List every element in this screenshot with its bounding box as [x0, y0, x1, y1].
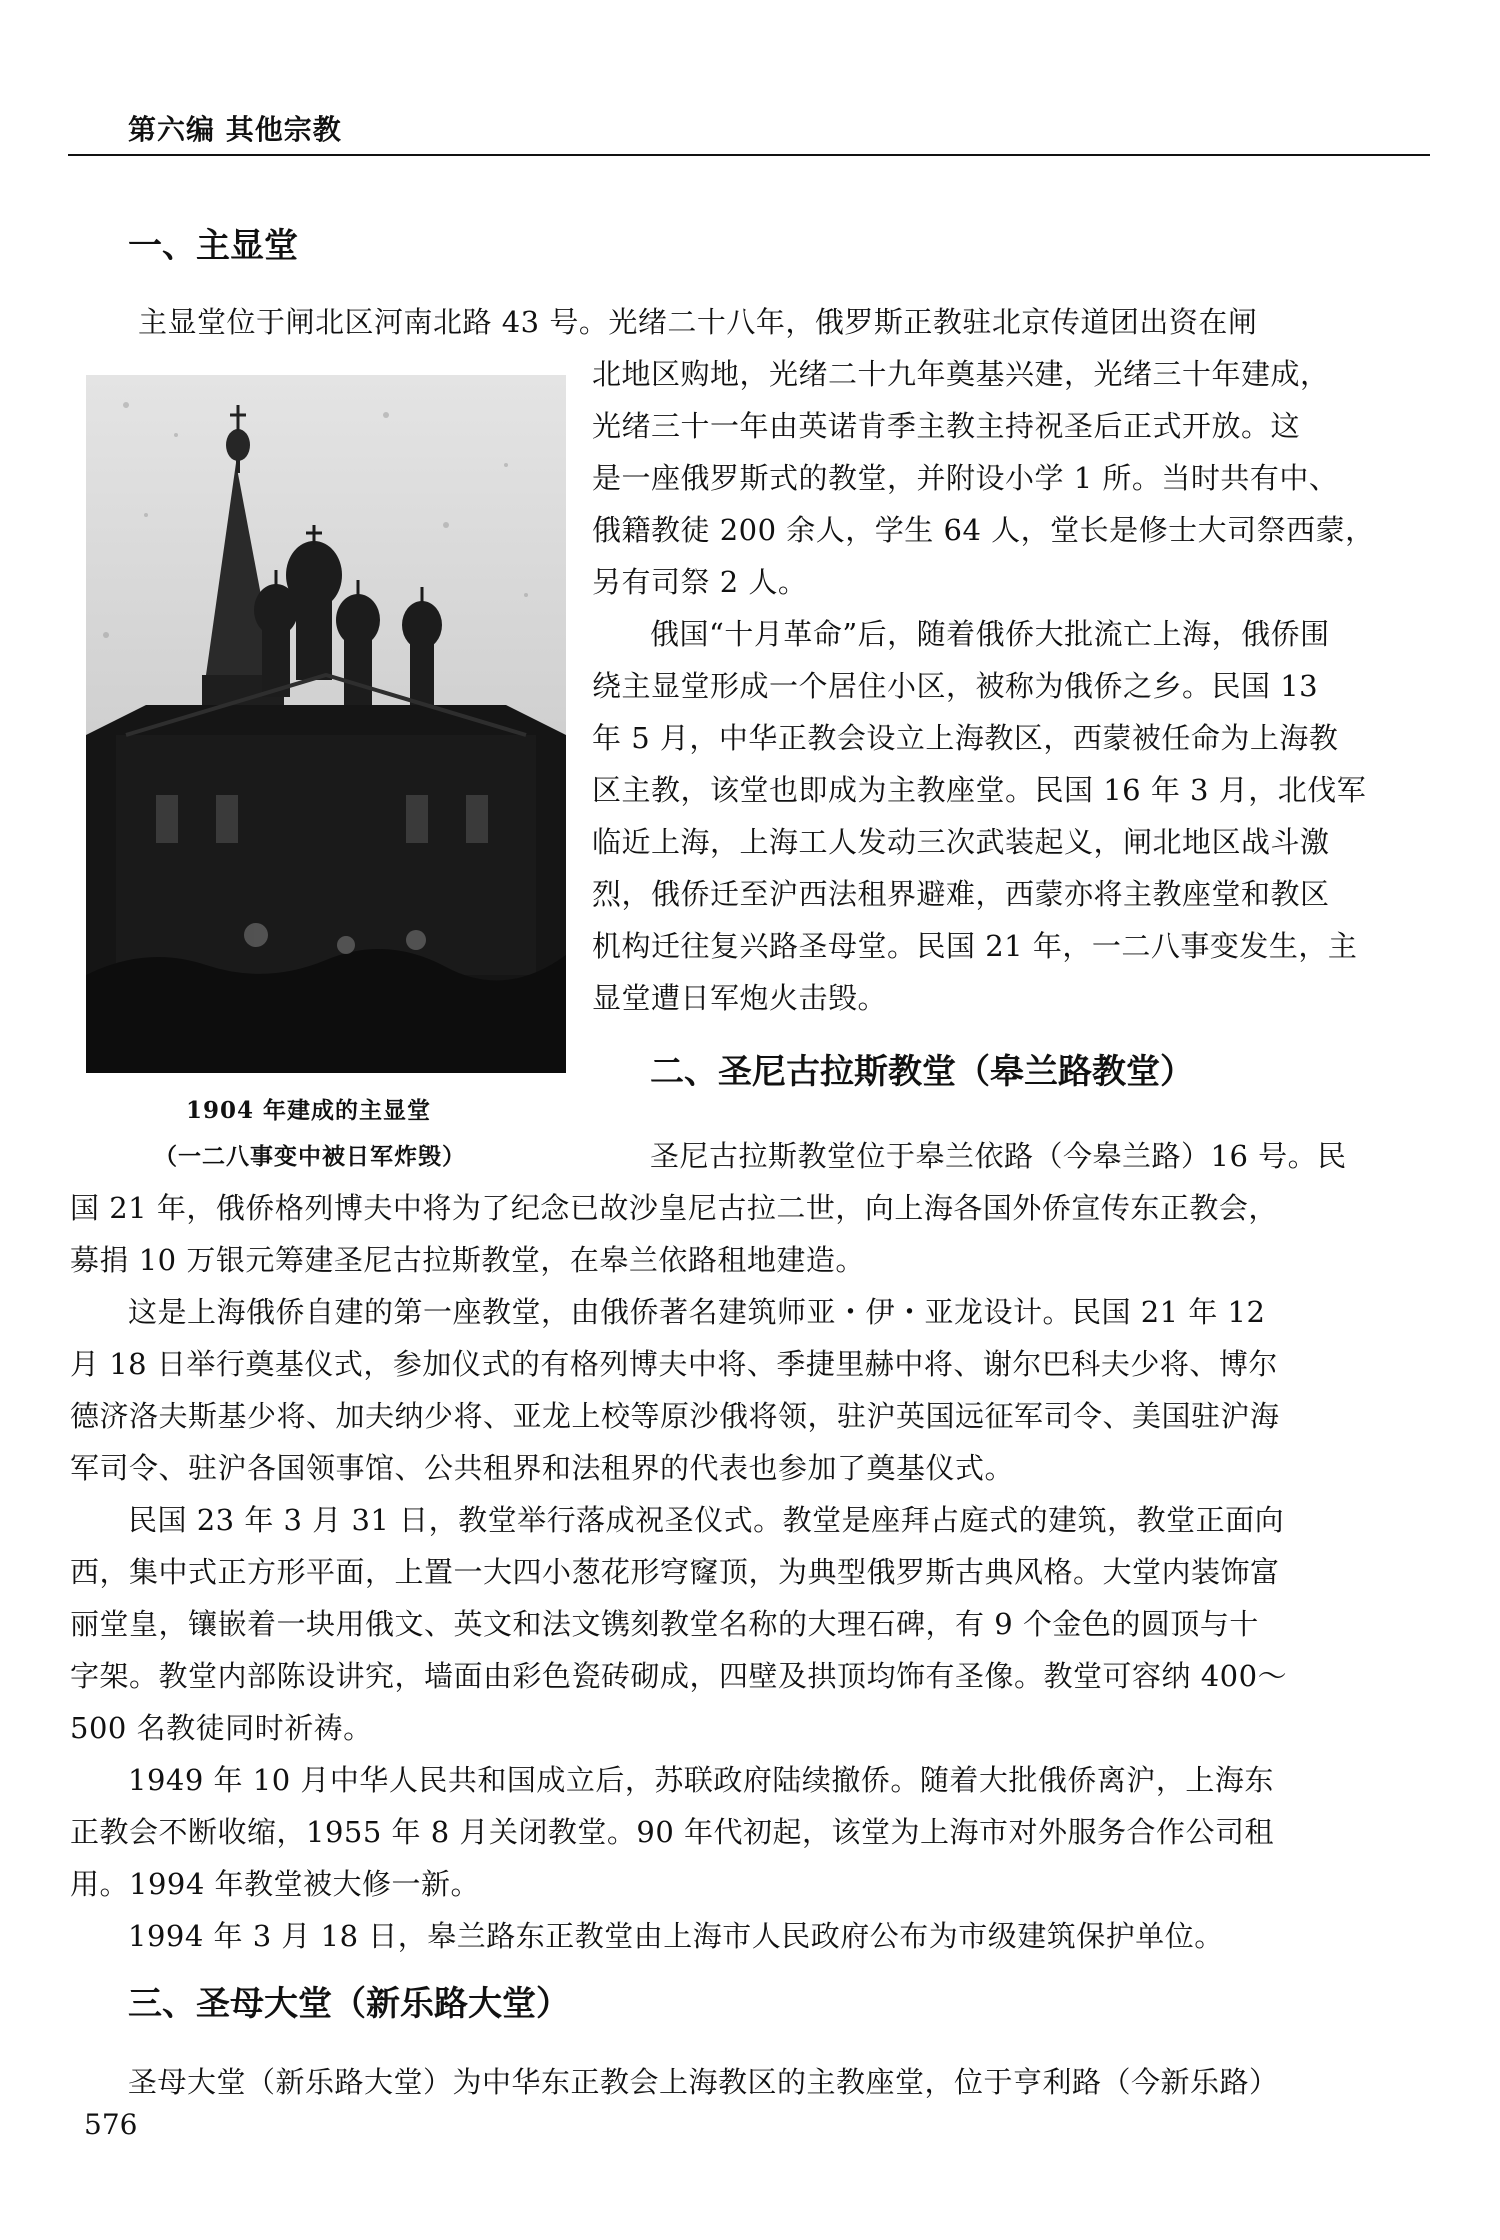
s2-p1-line-0: 圣尼古拉斯教堂位于皋兰依路（今皋兰路）16 号。民	[650, 1139, 1347, 1173]
s2-p4-line-2: 用。1994 年教堂被大修一新。	[70, 1867, 481, 1901]
page-number: 576	[84, 2108, 138, 2141]
s2-p4-line-1: 正教会不断收缩，1955 年 8 月关闭教堂。90 年代初起，该堂为上海市对外服务合作公司租	[70, 1815, 1275, 1849]
church-illustration	[86, 375, 566, 1073]
church-photo	[86, 375, 566, 1073]
s1-p1-line-1: 北地区购地，光绪二十九年奠基兴建，光绪三十年建成，	[592, 357, 1330, 391]
s1-p2-line-1: 绕主显堂形成一个居住小区，被称为俄侨之乡。民国 13	[592, 669, 1319, 703]
section-title-2: 二、圣尼古拉斯教堂（皋兰路教堂）	[650, 1052, 1194, 1092]
photo-caption-2: （一二八事变中被日军炸毁）	[154, 1143, 466, 1170]
s1-p2-line-0: 俄国“十月革命”后，随着俄侨大批流亡上海，俄侨围	[650, 617, 1330, 651]
s3-p1-line-0: 圣母大堂（新乐路大堂）为中华东正教会上海教区的主教座堂，位于亨利路（今新乐路）	[128, 2065, 1279, 2099]
s2-p2-line-0: 这是上海俄侨自建的第一座教堂，由俄侨著名建筑师亚・伊・亚龙设计。民国 21 年 12	[128, 1295, 1266, 1329]
s2-p2-line-1: 月 18 日举行奠基仪式，参加仪式的有格列博夫中将、季捷里赫中将、谢尔巴科夫少将、博尔	[70, 1347, 1278, 1381]
running-head: 第六编 其他宗教	[128, 113, 342, 146]
section-title-3: 三、圣母大堂（新乐路大堂）	[128, 1984, 570, 2024]
s1-p1-line-0: 主显堂位于闸北区河南北路 43 号。光绪二十八年，俄罗斯正教驻北京传道团出资在闸	[138, 305, 1258, 339]
s2-p1-line-1: 国 21 年，俄侨格列博夫中将为了纪念已故沙皇尼古拉二世，向上海各国外侨宣传东正教会，	[70, 1191, 1278, 1225]
s1-p2-line-2: 年 5 月，中华正教会设立上海教区，西蒙被任命为上海教	[592, 721, 1339, 755]
s1-p1-line-3: 是一座俄罗斯式的教堂，并附设小学 1 所。当时共有中、	[592, 461, 1339, 495]
section-title-1: 一、主显堂	[128, 226, 298, 266]
s1-p2-line-3: 区主教，该堂也即成为主教座堂。民国 16 年 3 月，北伐军	[592, 773, 1367, 807]
s1-p2-line-6: 机构迁往复兴路圣母堂。民国 21 年，一二八事变发生，主	[592, 929, 1358, 963]
s2-p1-line-2: 募捐 10 万银元筹建圣尼古拉斯教堂，在皋兰依路租地建造。	[70, 1243, 865, 1277]
s2-p3-line-0: 民国 23 年 3 月 31 日，教堂举行落成祝圣仪式。教堂是座拜占庭式的建筑，教堂正面向	[128, 1503, 1285, 1537]
s2-p3-line-3: 字架。教堂内部陈设讲究，墙面由彩色瓷砖砌成，四壁及拱顶均饰有圣像。教堂可容纳 400～	[70, 1659, 1288, 1693]
s2-p5-line-0: 1994 年 3 月 18 日，皋兰路东正教堂由上海市人民政府公布为市级建筑保护单位。	[128, 1919, 1224, 1953]
s2-p4-line-0: 1949 年 10 月中华人民共和国成立后，苏联政府陆续撤侨。随着大批俄侨离沪，上海东	[128, 1763, 1274, 1797]
header-rule	[68, 154, 1430, 156]
s1-p1-line-4: 俄籍教徒 200 余人，学生 64 人，堂长是修士大司祭西蒙，	[592, 513, 1375, 547]
s2-p2-line-2: 德济洛夫斯基少将、加夫纳少将、亚龙上校等原沙俄将领，驻沪英国远征军司令、美国驻沪海	[70, 1399, 1280, 1433]
s1-p2-line-5: 烈，俄侨迁至沪西法租界避难，西蒙亦将主教座堂和教区	[592, 877, 1330, 911]
s1-p1-line-2: 光绪三十一年由英诺肯季主教主持祝圣后正式开放。这	[592, 409, 1301, 443]
s2-p3-line-4: 500 名教徒同时祈祷。	[70, 1711, 373, 1745]
s1-p2-line-4: 临近上海，上海工人发动三次武装起义，闸北地区战斗激	[592, 825, 1330, 859]
s2-p2-line-3: 军司令、驻沪各国领事馆、公共租界和法租界的代表也参加了奠基仪式。	[70, 1451, 1015, 1485]
s2-p3-line-1: 西，集中式正方形平面，上置一大四小葱花形穹窿顶，为典型俄罗斯古典风格。大堂内装饰富	[70, 1555, 1280, 1589]
photo-caption-1: 1904 年建成的主显堂	[186, 1097, 432, 1124]
s1-p1-line-5: 另有司祭 2 人。	[592, 565, 808, 599]
s1-p2-line-7: 显堂遭日军炮火击毁。	[592, 981, 888, 1015]
s2-p3-line-2: 丽堂皇，镶嵌着一块用俄文、英文和法文镌刻教堂名称的大理石碑，有 9 个金色的圆顶与十	[70, 1607, 1259, 1641]
